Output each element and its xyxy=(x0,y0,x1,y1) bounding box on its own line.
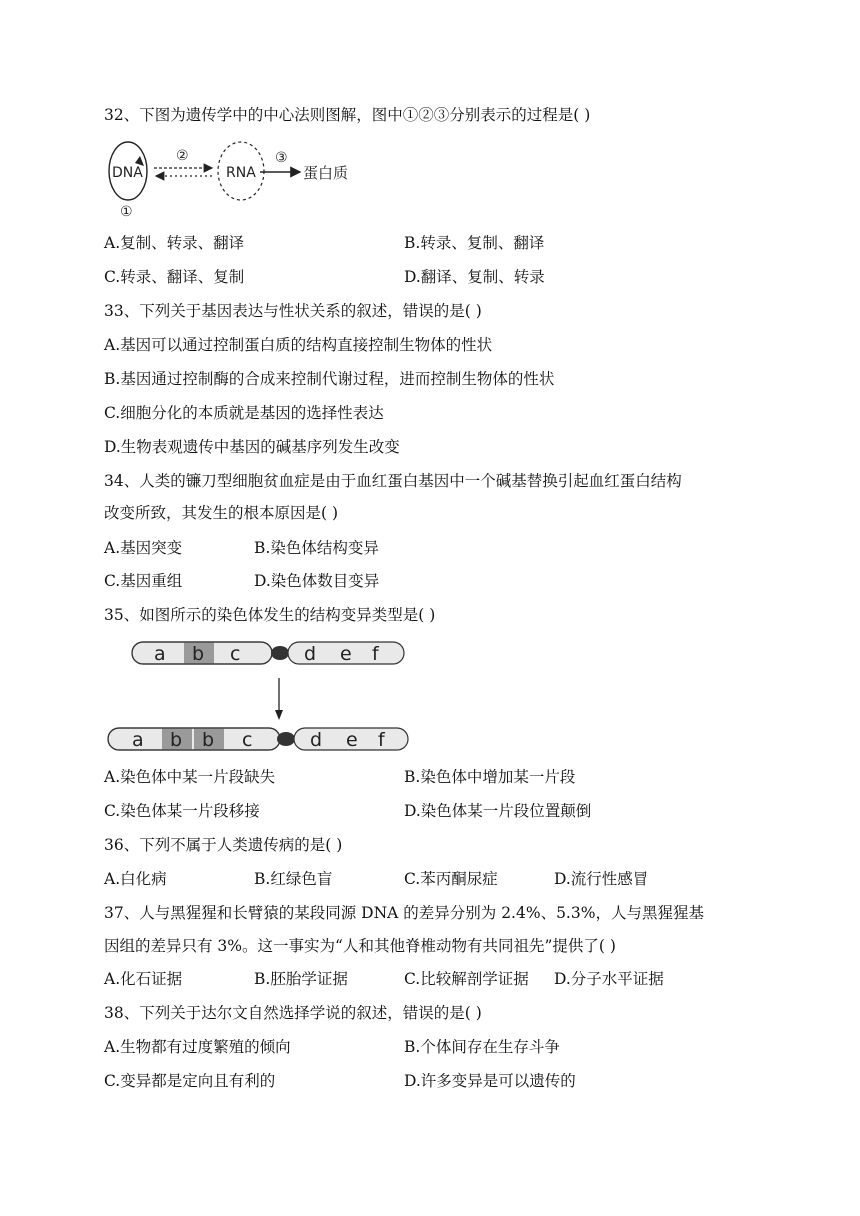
q34-option-d[interactable]: D.染色体数目变异 xyxy=(254,572,380,590)
question-33-stem: 33、下列关于基因表达与性状关系的叙述，错误的是( ) xyxy=(104,302,482,320)
gene-label: b xyxy=(202,729,215,751)
marker-2: ② xyxy=(176,148,189,164)
question-37-stem-line1: 37、人与黑猩猩和长臂猿的某段同源 DNA 的差异分别为 2.4%、5.3%，人与黑猩猩基 xyxy=(104,904,704,922)
q36-option-d[interactable]: D.流行性感冒 xyxy=(554,870,649,888)
q38-option-d[interactable]: D.许多变异是可以遗传的 xyxy=(404,1072,576,1090)
q32-option-d[interactable]: D.翻译、复制、转录 xyxy=(404,268,545,286)
gene-label: b xyxy=(192,643,205,665)
q37-option-a[interactable]: A.化石证据 xyxy=(104,970,183,988)
question-34-stem-line2: 改变所致，其发生的根本原因是( ) xyxy=(104,504,339,522)
gene-label: a xyxy=(132,729,144,751)
central-dogma-diagram xyxy=(104,136,374,222)
q34-option-c[interactable]: C.基因重组 xyxy=(104,572,183,590)
q35-option-c[interactable]: C.染色体某一片段移接 xyxy=(104,802,260,820)
gene-label: c xyxy=(242,729,253,751)
question-35-stem: 35、如图所示的染色体发生的结构变异类型是( ) xyxy=(104,606,436,624)
q33-option-b[interactable]: B.基因通过控制酶的合成来控制代谢过程，进而控制生物体的性状 xyxy=(104,370,555,388)
question-34-stem-line1: 34、人类的镰刀型细胞贫血症是由于血红蛋白基因中一个碱基替换引起血红蛋白结构 xyxy=(104,472,682,490)
gene-label: d xyxy=(310,729,323,751)
q38-option-a[interactable]: A.生物都有过度繁殖的倾向 xyxy=(104,1038,291,1056)
gene-label: b xyxy=(170,729,183,751)
q36-option-c[interactable]: C.苯丙酮尿症 xyxy=(404,870,498,888)
q35-option-d[interactable]: D.染色体某一片段位置颠倒 xyxy=(404,802,592,820)
q34-option-b[interactable]: B.染色体结构变异 xyxy=(254,539,379,557)
gene-label: f xyxy=(372,643,379,665)
question-37-stem-line2: 因组的差异只有 3%。这一事实为“人和其他脊椎动物有共同祖先”提供了( ) xyxy=(104,937,616,955)
q36-option-a[interactable]: A.白化病 xyxy=(104,870,167,888)
question-38-stem: 38、下列关于达尔文自然选择学说的叙述，错误的是( ) xyxy=(104,1004,482,1022)
marker-1: ① xyxy=(120,204,133,220)
q38-option-c[interactable]: C.变异都是定向且有利的 xyxy=(104,1072,276,1090)
q32-option-c[interactable]: C.转录、翻译、复制 xyxy=(104,268,245,286)
centromere xyxy=(271,646,289,660)
gene-label: a xyxy=(154,643,166,665)
gene-label: d xyxy=(304,643,317,665)
q33-option-a[interactable]: A.基因可以通过控制蛋白质的结构直接控制生物体的性状 xyxy=(104,336,493,354)
q37-option-d[interactable]: D.分子水平证据 xyxy=(554,970,664,988)
q36-option-b[interactable]: B.红绿色盲 xyxy=(254,870,333,888)
protein-label: 蛋白质 xyxy=(303,164,349,182)
dna-label: DNA xyxy=(112,165,143,181)
chromosome-after xyxy=(108,728,408,751)
question-36-stem: 36、下列不属于人类遗传病的是( ) xyxy=(104,836,343,854)
q37-option-b[interactable]: B.胚胎学证据 xyxy=(254,970,348,988)
q32-option-a[interactable]: A.复制、转录、翻译 xyxy=(104,234,245,252)
q32-option-b[interactable]: B.转录、复制、翻译 xyxy=(404,234,545,252)
centromere xyxy=(277,732,295,746)
marker-3: ③ xyxy=(275,150,288,166)
chromosome-before xyxy=(132,642,404,665)
q37-option-c[interactable]: C.比较解剖学证据 xyxy=(404,970,529,988)
gene-label: f xyxy=(378,729,385,751)
q38-option-b[interactable]: B.个体间存在生存斗争 xyxy=(404,1038,560,1056)
q35-option-a[interactable]: A.染色体中某一片段缺失 xyxy=(104,768,276,786)
gene-label: e xyxy=(346,729,358,751)
question-32-stem: 32、下图为遗传学中的中心法则图解，图中①②③分别表示的过程是( ) xyxy=(104,106,591,124)
gene-label: c xyxy=(230,643,241,665)
q33-option-d[interactable]: D.生物表观遗传中基因的碱基序列发生改变 xyxy=(104,438,400,456)
gene-label: e xyxy=(340,643,352,665)
q33-option-c[interactable]: C.细胞分化的本质就是基因的选择性表达 xyxy=(104,404,384,422)
chromosome-diagram xyxy=(104,636,424,756)
rna-label: RNA xyxy=(226,165,256,181)
q34-option-a[interactable]: A.基因突变 xyxy=(104,539,183,557)
q35-option-b[interactable]: B.染色体中增加某一片段 xyxy=(404,768,576,786)
